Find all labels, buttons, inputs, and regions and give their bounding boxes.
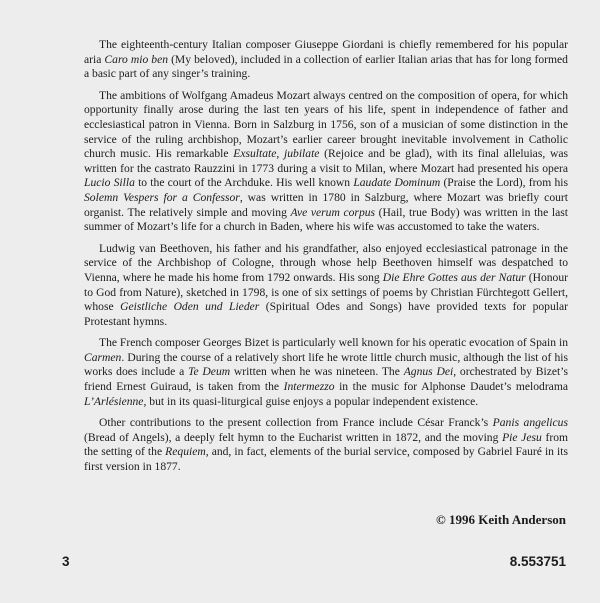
italic-title: Panis angelicus <box>492 416 568 430</box>
italic-title: Caro mio ben <box>104 52 169 66</box>
text-run: (Rejoice and be glad), with its final alleluias, was written for the castrato Rauzzini in 1773 during a visit to Milan, where Mozart had presented his opera <box>84 147 568 175</box>
text-run: (Praise the Lord), from his <box>440 176 568 190</box>
paragraph-franck-faure <box>84 416 568 474</box>
text-run: (Hail, true Body) was written in the last summer of Mozart’s life for a church in Baden, where his wife was accustomed to take the waters. <box>84 205 568 234</box>
text-run: Other contributions to the present collection from France include César Franck’s <box>99 416 493 430</box>
text-run: The French composer Georges Bizet is particularly well known for his operatic evocation of Spain in <box>99 336 568 350</box>
italic-title: Te Deum <box>188 365 231 379</box>
italic-title: Exsultate, jubilate <box>233 147 320 161</box>
italic-title: Carmen <box>84 350 122 364</box>
text-run: from the setting of the <box>84 430 569 459</box>
italic-title: Laudate Dominum <box>353 176 441 190</box>
text-run: , but in its quasi-liturgical guise enjoys a popular independent existence. <box>143 394 479 408</box>
copyright-notice: © 1996 Keith Anderson <box>436 512 566 527</box>
italic-title: Agnus Dei <box>403 365 454 379</box>
body-text <box>84 38 568 482</box>
text-run: , and, in fact, elements of the burial service, composed by Gabriel Fauré in its first version in 1877. <box>84 445 568 474</box>
italic-title: L’Arlésienne <box>84 394 144 408</box>
text-run: (Honour to God from Nature), sketched in 1798, is one of six settings of poems by Christian Fürchtegott Gellert, whose <box>84 270 568 314</box>
italic-title: Die Ehre Gottes aus der Natur <box>382 270 526 284</box>
italic-title: Pie Jesu <box>502 430 542 444</box>
text-run: . During the course of a relatively short life he wrote little church music, although the list of his works does include a <box>84 350 568 379</box>
paragraph-giordani <box>84 38 568 82</box>
paragraph-bizet <box>84 336 568 409</box>
text-run: The eighteenth-century Italian composer Giuseppe Giordani is chiefly remembered for his popular aria <box>84 38 568 66</box>
text-run: to the court of the Archduke. His well known <box>134 176 354 190</box>
text-run: Ludwig van Beethoven, his father and his grandfather, also enjoyed ecclesiastical patronage in the service of the Archbishop of Cologne, through whose help Beethoven himself was despatched to Vienna, where he made his home from 1792 onwards. His song <box>84 241 568 284</box>
text-run: , was written in 1780 in Salzburg, where Mozart was briefly court organist. The relatively simple and moving <box>84 190 568 219</box>
paragraph-beethoven <box>84 242 568 330</box>
italic-title: Requiem <box>165 445 206 459</box>
italic-title: Lucio Silla <box>84 176 135 190</box>
text-run: written when he was nineteen. The <box>230 365 404 379</box>
paragraph-mozart <box>84 89 568 235</box>
italic-title: Ave verum corpus <box>290 205 376 219</box>
text-run: in the music for Alphonse Daudet’s melodrama <box>334 380 568 394</box>
text-run: (My beloved), included in a collection of earlier Italian arias that has for long formed a basic part of any singer’s training. <box>84 52 568 81</box>
italic-title: Solemn Vespers for a Confessor <box>84 190 240 204</box>
text-run: The ambitions of Wolfgang Amadeus Mozart always centred on the composition of opera, for which opportunity finally arose during the last ten years of his life, spent in independence of father and ecclesiastical patron in Vienna. Born in Salzburg in 1756, son of a musician of some distinction in the service of the ruling archbishop, Mozart’s earlier career brought inevitable involvement in Catholic church music. His remarkable <box>84 88 568 161</box>
catalog-number: 8.553751 <box>509 554 566 569</box>
italic-title: Intermezzo <box>283 380 335 394</box>
text-run: , orchestrated by Bizet’s friend Ernest Guiraud, is taken from the <box>84 365 568 394</box>
page-number: 3 <box>62 554 70 569</box>
italic-title: Geistliche Oden und Lieder <box>120 300 260 314</box>
text-run: (Bread of Angels), a deeply felt hymn to the Eucharist written in 1872, and the moving <box>84 430 503 444</box>
text-run: (Spiritual Odes and Songs) have provided texts for popular Protestant hymns. <box>84 300 568 328</box>
